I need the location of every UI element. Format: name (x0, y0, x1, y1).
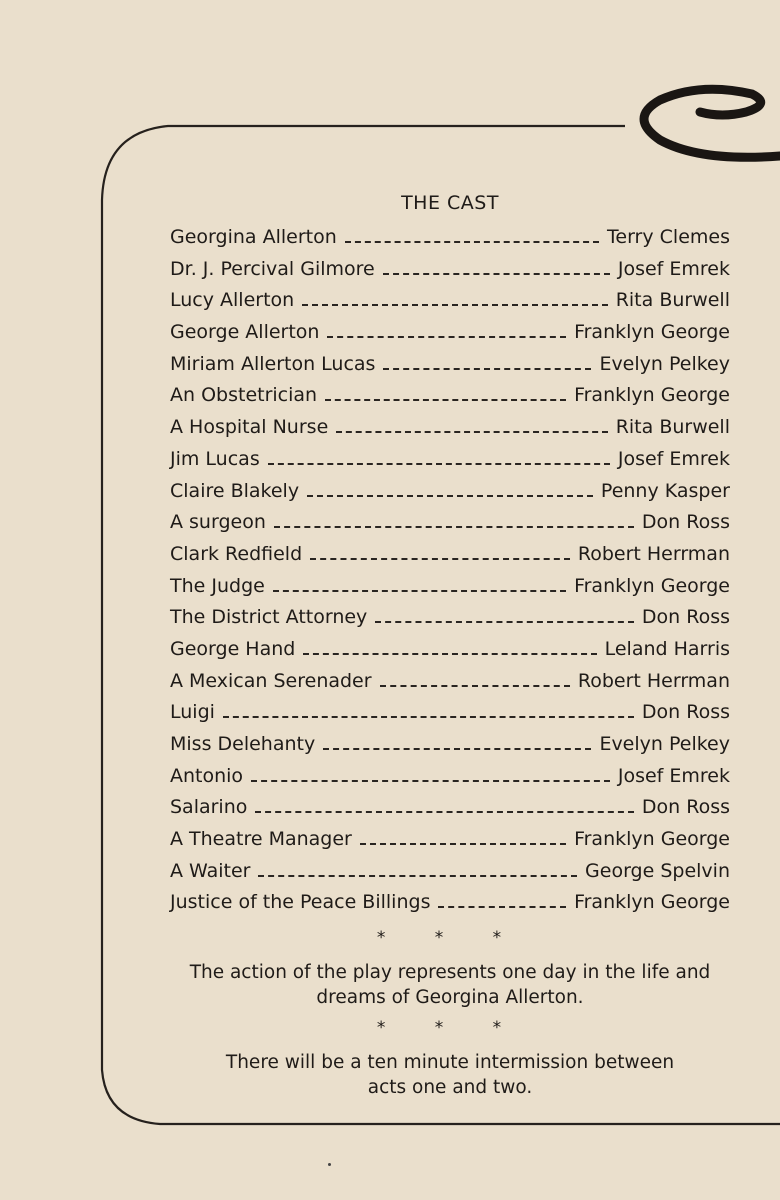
cast-row (170, 448, 730, 480)
divider-stars-second: * * * (376, 1018, 524, 1038)
dash-leader (223, 716, 634, 718)
role-name: A Theatre Manager (170, 828, 352, 851)
actor-name: Franklyn George (574, 891, 730, 914)
actor-name: Terry Clemes (607, 226, 730, 248)
dash-leader (438, 906, 566, 908)
role-name: A Hospital Nurse (170, 416, 329, 439)
actor-name: Josef Emrek (617, 764, 730, 787)
actor-name: Robert Herrman (577, 669, 730, 692)
divider-stars: * * * (376, 928, 524, 948)
role-name: George Allerton (170, 321, 320, 344)
cast-row (170, 321, 730, 353)
cast-row (170, 701, 730, 733)
cast-heading: THE CAST (401, 192, 499, 214)
role-name: George Hand (170, 637, 296, 660)
dash-leader (302, 304, 608, 306)
role-name: The Judge (170, 574, 265, 597)
cast-list (170, 226, 730, 923)
role-name: Jim Lucas (170, 447, 260, 470)
role-name: Clark Redfield (170, 542, 303, 565)
dash-leader (325, 399, 566, 401)
actor-name: Franklyn George (574, 574, 730, 597)
dash-leader (360, 843, 566, 845)
role-name: Lucy Allerton (170, 289, 295, 312)
cast-row (170, 543, 730, 575)
cast-row (170, 860, 730, 892)
actor-name: Rita Burwell (615, 289, 730, 312)
action-note (0, 960, 780, 1010)
cast-row (170, 511, 730, 543)
cast-row (170, 733, 730, 765)
role-name: Antonio (170, 764, 244, 787)
actor-name: Don Ross (641, 701, 730, 724)
actor-name: Robert Herrman (577, 542, 730, 565)
role-name: Salarino (170, 796, 248, 819)
dash-leader (383, 368, 591, 370)
role-name: Luigi (170, 701, 215, 724)
actor-name: Franklyn George (574, 828, 730, 851)
dash-leader (251, 780, 610, 782)
dash-leader (327, 336, 566, 338)
actor-name: Don Ross (641, 796, 730, 819)
role-name: Miss Delehanty (170, 733, 316, 755)
cast-row (170, 384, 730, 416)
dash-leader (303, 653, 596, 655)
cast-row (170, 353, 730, 385)
dash-leader (375, 621, 634, 623)
cast-row (170, 670, 730, 702)
role-name: An Obstetrician (170, 384, 318, 407)
dash-leader (380, 685, 570, 687)
actor-name: George Spelvin (585, 859, 730, 882)
paper-speck (328, 1163, 331, 1166)
role-name: Justice of the Peace Billings (170, 891, 431, 914)
actor-name: Don Ross (641, 511, 730, 534)
actor-name: Josef Emrek (617, 447, 730, 470)
role-name: Georgina Allerton (170, 226, 337, 248)
actor-name: Evelyn Pelkey (599, 733, 730, 755)
cast-row (170, 416, 730, 448)
role-name: The District Attorney (170, 606, 368, 629)
cast-row (170, 258, 730, 290)
role-name: Claire Blakely (170, 479, 300, 502)
actor-name: Rita Burwell (615, 416, 730, 439)
dash-leader (383, 273, 610, 275)
dash-leader (268, 463, 610, 465)
actor-name: Evelyn Pelkey (599, 352, 730, 375)
dash-leader (307, 495, 593, 497)
cast-row (170, 289, 730, 321)
cast-row (170, 765, 730, 797)
dash-leader (255, 811, 634, 813)
cast-row (170, 828, 730, 860)
actor-name: Franklyn George (574, 384, 730, 407)
actor-name: Don Ross (641, 606, 730, 629)
actor-name: Leland Harris (604, 637, 730, 660)
cast-row (170, 638, 730, 670)
intermission-note (0, 1050, 780, 1100)
dash-leader (310, 558, 570, 560)
dash-leader (323, 748, 591, 750)
cast-row (170, 480, 730, 512)
flourish-ornament (644, 89, 780, 157)
cast-row (170, 606, 730, 638)
cast-row (170, 575, 730, 607)
actor-name: Franklyn George (574, 321, 730, 344)
intermission-line-2: acts one and two. (367, 1077, 533, 1098)
cast-row (170, 891, 730, 923)
dash-leader (345, 241, 599, 243)
cast-row (170, 226, 730, 258)
cast-row (170, 796, 730, 828)
dash-leader (336, 431, 607, 433)
dash-leader (258, 875, 577, 877)
role-name: A Mexican Serenader (170, 669, 372, 692)
role-name: A surgeon (170, 511, 266, 534)
role-name: A Waiter (170, 859, 251, 882)
role-name: Dr. J. Percival Gilmore (170, 257, 375, 280)
dash-leader (274, 526, 634, 528)
actor-name: Penny Kasper (600, 479, 730, 502)
action-note-line-1: The action of the play represents one day in the life and (189, 962, 711, 983)
action-note-line-2: dreams of Georgina Allerton. (316, 987, 584, 1008)
intermission-line-1: There will be a ten minute intermission between (225, 1052, 675, 1073)
dash-leader (273, 590, 566, 592)
actor-name: Josef Emrek (617, 257, 730, 280)
role-name: Miriam Allerton Lucas (170, 352, 376, 375)
